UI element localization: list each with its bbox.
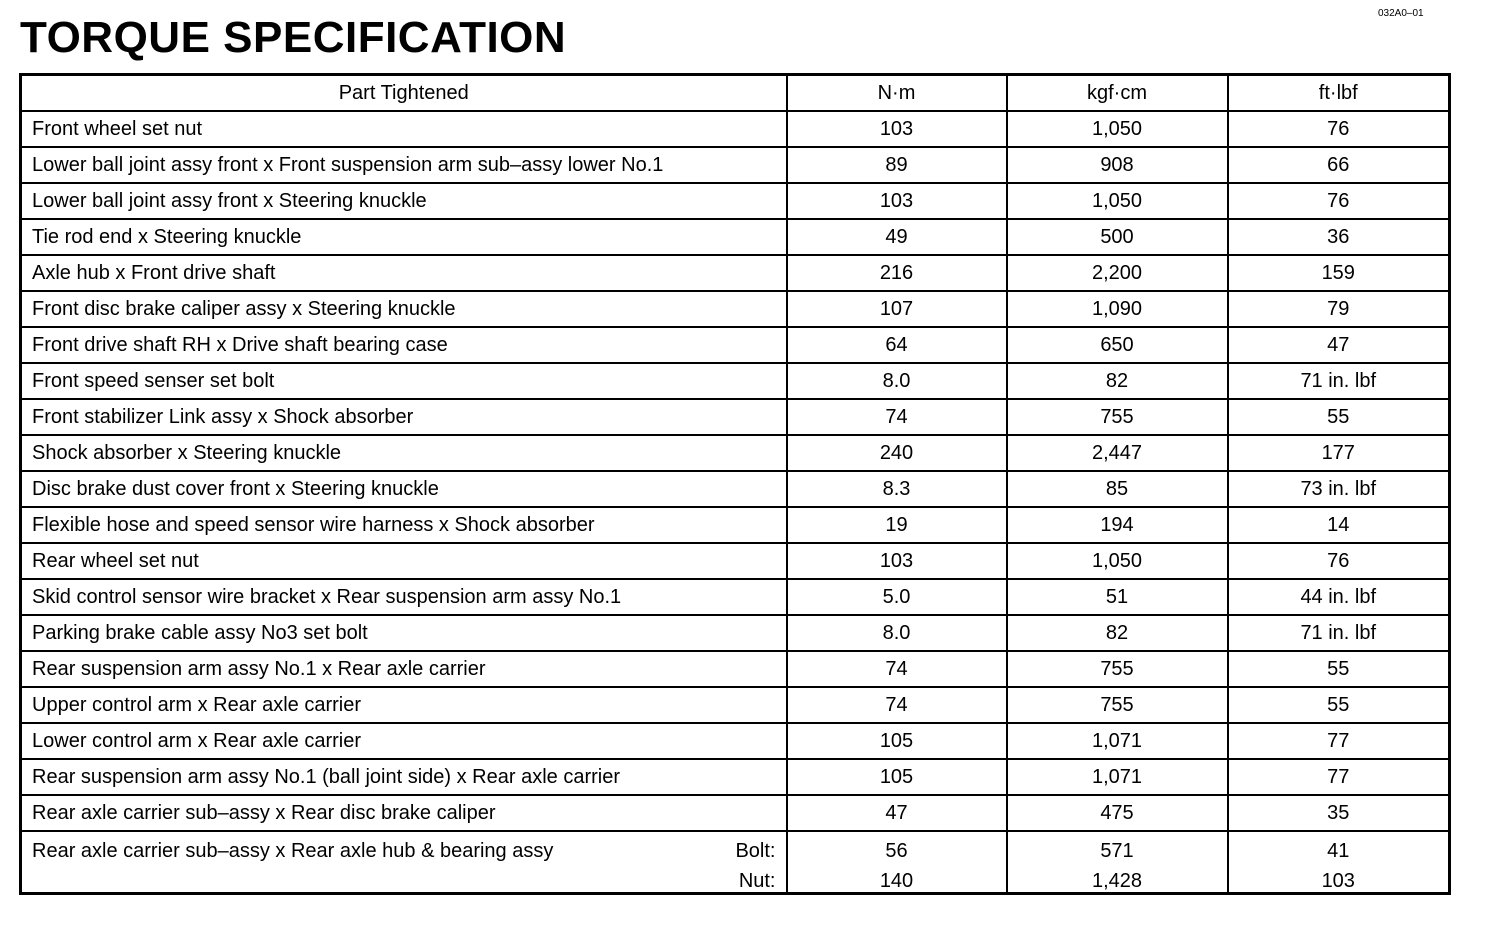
kgfcm-cell: 194 (1007, 507, 1228, 543)
kgfcm-cell: 1,050 (1007, 111, 1228, 147)
part-cell: Rear axle carrier sub–assy x Rear disc brake caliper (21, 795, 787, 831)
ftlbf-cell: 77 (1228, 759, 1450, 795)
part-cell: Shock absorber x Steering knuckle (21, 435, 787, 471)
nut-nm-value: 140 (879, 870, 914, 892)
table-body (21, 111, 1450, 894)
table-row (21, 795, 1450, 831)
ftlbf-cell: 73 in. lbf (1228, 471, 1450, 507)
part-cell: Tie rod end x Steering knuckle (21, 219, 787, 255)
nm-cell: 103 (787, 543, 1007, 579)
nm-cell: 8.0 (787, 615, 1007, 651)
kgfcm-cell: 85 (1007, 471, 1228, 507)
ftlbf-cell: 76 (1228, 183, 1450, 219)
ftlbf-cell: 14 (1228, 507, 1450, 543)
kgfcm-cell: 755 (1007, 687, 1228, 723)
page-title: TORQUE SPECIFICATION (20, 13, 567, 62)
table-row (21, 651, 1450, 687)
kgfcm-cell: 1,050 (1007, 183, 1228, 219)
part-cell: Rear suspension arm assy No.1 x Rear axle carrier (21, 651, 787, 687)
part-cell (21, 831, 787, 894)
table-row (21, 507, 1450, 543)
ftlbf-cell: 35 (1228, 795, 1450, 831)
part-cell: Front wheel set nut (21, 111, 787, 147)
part-cell: Lower ball joint assy front x Front suspension arm sub–assy lower No.1 (21, 147, 787, 183)
table-row (21, 327, 1450, 363)
part-cell: Disc brake dust cover front x Steering knuckle (21, 471, 787, 507)
table-row (21, 183, 1450, 219)
table-row (21, 831, 1450, 894)
ftlbf-cell: 79 (1228, 291, 1450, 327)
kgfcm-cell: 2,200 (1007, 255, 1228, 291)
page-code: 032A0–01 (1378, 8, 1424, 19)
part-cell: Skid control sensor wire bracket x Rear suspension arm assy No.1 (21, 579, 787, 615)
table-row (21, 291, 1450, 327)
nm-cell: 8.0 (787, 363, 1007, 399)
table-row (21, 435, 1450, 471)
nm-cell (787, 831, 1007, 894)
header-nm: N·m (787, 75, 1007, 112)
nm-cell: 49 (787, 219, 1007, 255)
ftlbf-cell: 76 (1228, 111, 1450, 147)
nm-cell: 5.0 (787, 579, 1007, 615)
nm-cell: 105 (787, 723, 1007, 759)
nm-cell: 47 (787, 795, 1007, 831)
table-row (21, 543, 1450, 579)
table-row (21, 219, 1450, 255)
table-row (21, 363, 1450, 399)
nut-label: Nut: (738, 870, 776, 892)
part-cell: Front speed senser set bolt (21, 363, 787, 399)
part-cell: Axle hub x Front drive shaft (21, 255, 787, 291)
table-header-row (21, 75, 1450, 112)
part-cell: Front disc brake caliper assy x Steering knuckle (21, 291, 787, 327)
ftlbf-cell: 177 (1228, 435, 1450, 471)
bolt-label: Bolt: (735, 840, 776, 862)
nut-ftlbf-value: 103 (1321, 870, 1355, 892)
table-row (21, 723, 1450, 759)
part-cell: Parking brake cable assy No3 set bolt (21, 615, 787, 651)
part-cell: Lower ball joint assy front x Steering knuckle (21, 183, 787, 219)
ftlbf-cell: 55 (1228, 651, 1450, 687)
part-cell: Flexible hose and speed sensor wire harness x Shock absorber (21, 507, 787, 543)
bolt-ftlbf-value: 41 (1327, 840, 1350, 862)
table-row (21, 255, 1450, 291)
ftlbf-cell: 55 (1228, 399, 1450, 435)
kgfcm-cell: 82 (1007, 363, 1228, 399)
ftlbf-cell: 159 (1228, 255, 1450, 291)
kgfcm-cell (1007, 831, 1228, 894)
kgfcm-cell: 650 (1007, 327, 1228, 363)
nm-cell: 74 (787, 651, 1007, 687)
ftlbf-cell: 47 (1228, 327, 1450, 363)
table-row (21, 471, 1450, 507)
part-text: Rear axle carrier sub–assy x Rear axle hub & bearing assy (32, 840, 554, 862)
table-row (21, 615, 1450, 651)
kgfcm-cell: 908 (1007, 147, 1228, 183)
ftlbf-cell (1228, 831, 1450, 894)
nm-cell: 216 (787, 255, 1007, 291)
kgfcm-cell: 1,090 (1007, 291, 1228, 327)
ftlbf-cell: 71 in. lbf (1228, 363, 1450, 399)
nm-cell: 8.3 (787, 471, 1007, 507)
table-row (21, 399, 1450, 435)
header-ftlbf: ft·lbf (1228, 75, 1450, 112)
part-cell: Rear wheel set nut (21, 543, 787, 579)
nm-cell: 107 (787, 291, 1007, 327)
nm-cell: 19 (787, 507, 1007, 543)
ftlbf-cell: 55 (1228, 687, 1450, 723)
bolt-kgfcm-value: 571 (1100, 840, 1134, 862)
part-cell: Rear suspension arm assy No.1 (ball joint side) x Rear axle carrier (21, 759, 787, 795)
nm-cell: 89 (787, 147, 1007, 183)
kgfcm-cell: 755 (1007, 399, 1228, 435)
kgfcm-cell: 475 (1007, 795, 1228, 831)
nm-cell: 74 (787, 399, 1007, 435)
part-cell: Upper control arm x Rear axle carrier (21, 687, 787, 723)
table-row (21, 147, 1450, 183)
kgfcm-cell: 51 (1007, 579, 1228, 615)
table-row (21, 687, 1450, 723)
nm-cell: 105 (787, 759, 1007, 795)
header-kgfcm: kgf·cm (1007, 75, 1228, 112)
nm-cell: 240 (787, 435, 1007, 471)
ftlbf-cell: 76 (1228, 543, 1450, 579)
header-part-tightened: Part Tightened (21, 75, 787, 112)
part-cell: Lower control arm x Rear axle carrier (21, 723, 787, 759)
ftlbf-cell: 77 (1228, 723, 1450, 759)
kgfcm-cell: 755 (1007, 651, 1228, 687)
ftlbf-cell: 44 in. lbf (1228, 579, 1450, 615)
part-cell: Front stabilizer Link assy x Shock absorber (21, 399, 787, 435)
kgfcm-cell: 1,050 (1007, 543, 1228, 579)
nm-cell: 103 (787, 183, 1007, 219)
table-row (21, 759, 1450, 795)
kgfcm-cell: 500 (1007, 219, 1228, 255)
kgfcm-cell: 2,447 (1007, 435, 1228, 471)
ftlbf-cell: 66 (1228, 147, 1450, 183)
bolt-nm-value: 56 (885, 840, 908, 862)
nm-cell: 64 (787, 327, 1007, 363)
nm-cell: 74 (787, 687, 1007, 723)
kgfcm-cell: 1,071 (1007, 723, 1228, 759)
ftlbf-cell: 36 (1228, 219, 1450, 255)
nm-cell: 103 (787, 111, 1007, 147)
kgfcm-cell: 82 (1007, 615, 1228, 651)
nut-kgfcm-value: 1,428 (1091, 870, 1143, 892)
part-cell: Front drive shaft RH x Drive shaft bearing case (21, 327, 787, 363)
table-row (21, 111, 1450, 147)
table-row (21, 579, 1450, 615)
ftlbf-cell: 71 in. lbf (1228, 615, 1450, 651)
kgfcm-cell: 1,071 (1007, 759, 1228, 795)
torque-table (19, 73, 1451, 895)
